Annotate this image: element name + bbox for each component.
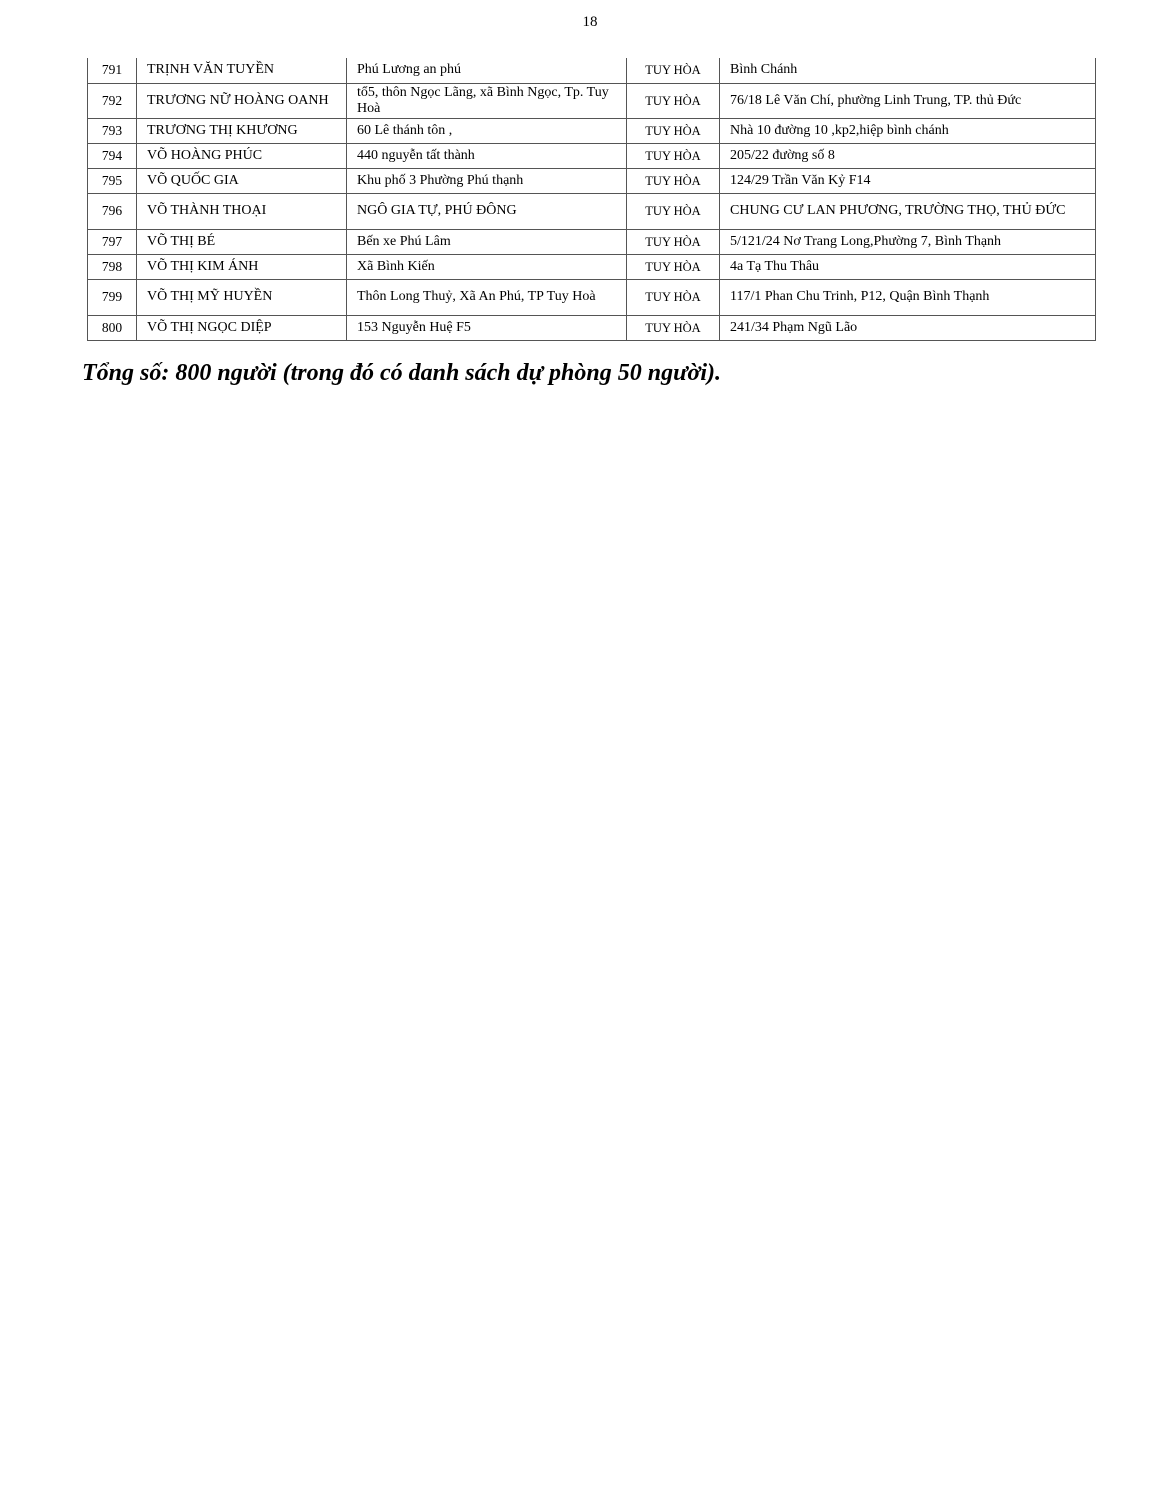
origin-city: TUY HÒA [627,143,720,168]
row-number: 797 [88,229,137,254]
origin-city: TUY HÒA [627,168,720,193]
origin-city: TUY HÒA [627,254,720,279]
destination-address: 76/18 Lê Văn Chí, phường Linh Trung, TP. thủ Đức [720,83,1096,118]
destination-address: 4a Tạ Thu Thâu [720,254,1096,279]
home-address: Khu phố 3 Phường Phú thạnh [347,168,627,193]
destination-address: 124/29 Trần Văn Kỷ F14 [720,168,1096,193]
person-name: VÕ THỊ KIM ÁNH [137,254,347,279]
origin-city: TUY HÒA [627,315,720,340]
row-number: 799 [88,279,137,315]
table-row [88,143,1096,168]
row-number: 800 [88,315,137,340]
destination-address: 117/1 Phan Chu Trinh, P12, Quận Bình Thạnh [720,279,1096,315]
home-address: Phú Lương an phú [347,58,627,83]
destination-address: 241/34 Phạm Ngũ Lão [720,315,1096,340]
table-row [88,58,1096,83]
row-number: 795 [88,168,137,193]
table-row [88,254,1096,279]
home-address: 440 nguyễn tất thành [347,143,627,168]
person-name: VÕ THỊ BÉ [137,229,347,254]
home-address: 153 Nguyễn Huệ F5 [347,315,627,340]
page-number: 18 [582,14,598,30]
home-address: Bến xe Phú Lâm [347,229,627,254]
home-address: Thôn Long Thuỷ, Xã An Phú, TP Tuy Hoà [347,279,627,315]
person-name: VÕ HOÀNG PHÚC [137,143,347,168]
table-row [88,315,1096,340]
table-row [88,168,1096,193]
table-row [88,118,1096,143]
destination-address: CHUNG CƯ LAN PHƯƠNG, TRƯỜNG THỌ, THỦ ĐỨC [720,193,1096,229]
table-row [88,193,1096,229]
origin-city: TUY HÒA [627,279,720,315]
destination-address: 5/121/24 Nơ Trang Long,Phường 7, Bình Thạnh [720,229,1096,254]
origin-city: TUY HÒA [627,58,720,83]
person-name: TRƯƠNG THỊ KHƯƠNG [137,118,347,143]
table-row [88,279,1096,315]
origin-city: TUY HÒA [627,229,720,254]
person-name: VÕ THỊ MỸ HUYỀN [137,279,347,315]
person-name: VÕ THỊ NGỌC DIỆP [137,315,347,340]
destination-address: Bình Chánh [720,58,1096,83]
home-address: NGÔ GIA TỰ, PHÚ ĐÔNG [347,193,627,229]
origin-city: TUY HÒA [627,83,720,118]
destination-address: Nhà 10 đường 10 ,kp2,hiệp bình chánh [720,118,1096,143]
home-address: 60 Lê thánh tôn , [347,118,627,143]
row-number: 796 [88,193,137,229]
person-name: VÕ QUỐC GIA [137,168,347,193]
home-address: tổ5, thôn Ngọc Lãng, xã Bình Ngọc, Tp. Tuy Hoà [347,83,627,118]
row-number: 798 [88,254,137,279]
origin-city: TUY HÒA [627,193,720,229]
origin-city: TUY HÒA [627,118,720,143]
row-number: 791 [88,58,137,83]
person-name: TRỊNH VĂN TUYỀN [137,58,347,83]
home-address: Xã Bình Kiến [347,254,627,279]
row-number: 792 [88,83,137,118]
table-row [88,83,1096,118]
destination-address: 205/22 đường số 8 [720,143,1096,168]
person-name: VÕ THÀNH THOẠI [137,193,347,229]
total-summary: Tổng số: 800 người (trong đó có danh sách dự phòng 50 người). [82,360,721,386]
row-number: 793 [88,118,137,143]
person-name: TRƯƠNG NỮ HOÀNG OANH [137,83,347,118]
table-row [88,229,1096,254]
row-number: 794 [88,143,137,168]
roster-table [87,58,1096,341]
